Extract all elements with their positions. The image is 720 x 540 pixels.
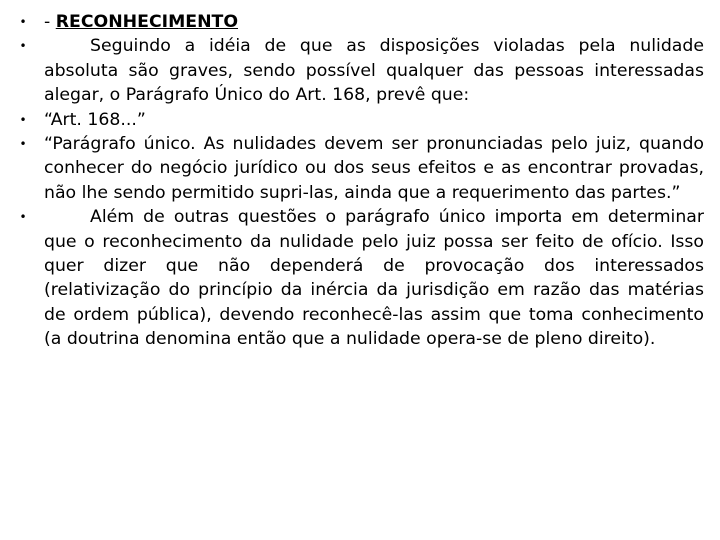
bullet-icon: • [19,15,27,29]
section-heading: RECONHECIMENTO [55,12,239,32]
bullet-item-article [18,108,704,132]
bullet-icon: • [19,39,27,54]
bullet-item-quote [18,132,704,205]
article-citation: “Art. 168...” [44,109,146,130]
bullet-item-analysis [18,205,704,351]
heading-prefix: - [44,12,56,32]
bullet-icon: • [19,137,27,152]
bullet-icon: • [19,210,27,225]
bullet-icon: • [19,112,27,127]
bullet-item-intro [18,34,704,107]
bullet-item-heading [18,10,704,34]
bullet-list [18,10,704,352]
legal-quote: “Parágrafo único. As nulidades devem ser pronunciadas pelo juiz, quando conhecer do negócio jurídico ou dos seus efeitos e as encontrar provadas, não lhe sendo permitido supri-las, ainda que a requerimento das partes.” [44,134,704,203]
paragraph-intro: Seguindo a idéia de que as disposições violadas pela nulidade absoluta são graves, sendo possível qualquer das pessoas interessadas alegar, o Parágrafo Único do Art. 168, prevê que: [44,36,704,106]
paragraph-analysis: Além de outras questões o parágrafo único importa em determinar que o reconhecimento da nulidade pelo juiz possa ser feito de ofício. Isso quer dizer que não dependerá de provocação dos interessados (relativização do princípio da inércia da jurisdição em razão das matérias de ordem pública), devendo reconhecê-las assim que toma conhecimento (a doutrina denomina então que a nulidade opera-se de pleno direito). [44,207,704,350]
